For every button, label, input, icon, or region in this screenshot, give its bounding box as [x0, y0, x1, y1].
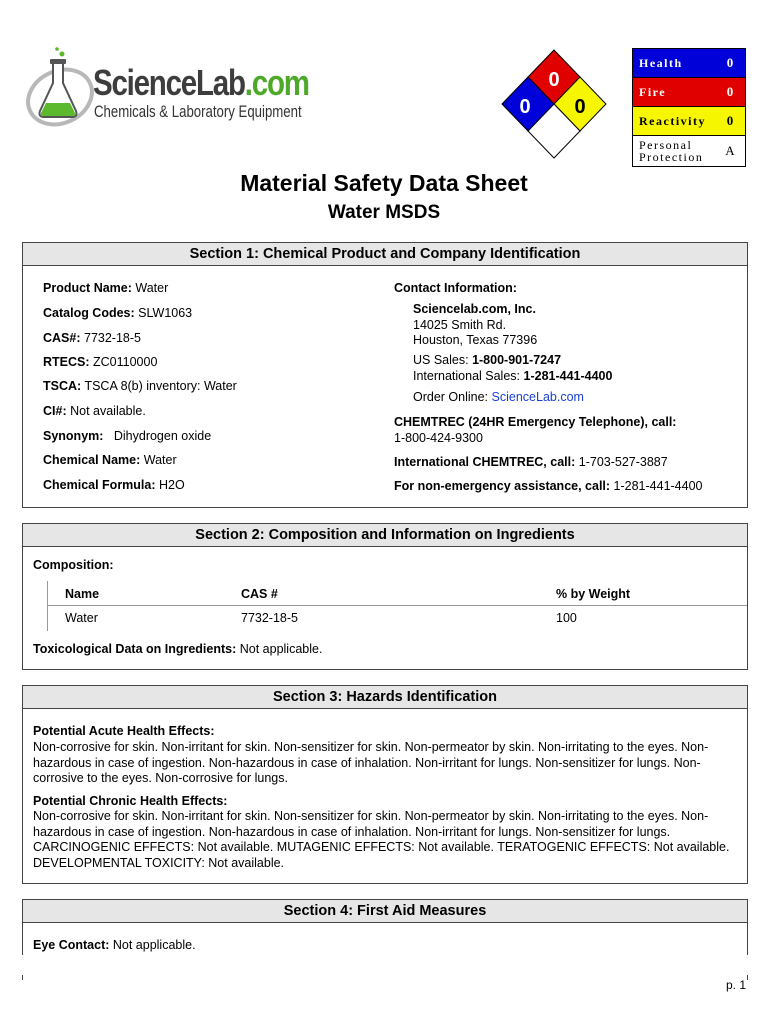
catalog-codes-field: Catalog Codes: SLW1063	[43, 306, 193, 320]
page-cut-mask	[0, 955, 768, 975]
tsca-field: TSCA: TSCA 8(b) inventory: Water	[43, 379, 237, 393]
hmis-rating-table	[632, 48, 746, 167]
rtecs-field: RTECS: ZC0110000	[43, 355, 158, 369]
document-title: Material Safety Data Sheet	[240, 170, 528, 196]
column-header-name: Name	[65, 587, 100, 601]
hmis-health-label: Health	[639, 55, 683, 70]
us-sales-line: US Sales: 1-800-901-7247	[413, 353, 562, 367]
section-3-hazards	[22, 685, 748, 884]
nfpa-flammability-value: 0	[548, 69, 560, 91]
composition-label: Composition:	[33, 558, 114, 572]
ci-number-field: CI#: Not available.	[43, 404, 146, 418]
product-name-field: Product Name: Water	[43, 281, 169, 295]
cell-weight: 100	[556, 611, 577, 625]
acute-effects-label: Potential Acute Health Effects:	[33, 724, 215, 738]
hmis-personal-protection-value: A	[725, 143, 735, 158]
logo-tagline: Chemicals & Laboratory Equipment	[94, 103, 302, 121]
nfpa-reactivity-value: 0	[574, 96, 586, 118]
order-online-line: Order Online: ScienceLab.com	[413, 390, 584, 404]
hmis-health-row	[633, 49, 745, 78]
logo-wordmark: ScienceLab.com	[93, 62, 309, 103]
sciencelab-link[interactable]: ScienceLab.com	[491, 390, 584, 404]
contact-information-label: Contact Information:	[394, 281, 517, 295]
eye-contact-line: Eye Contact: Not applicable.	[33, 938, 196, 952]
non-emergency-line: For non-emergency assistance, call: 1-281-441-4400	[394, 479, 703, 493]
table-row	[47, 606, 747, 630]
international-chemtrec-line: International CHEMTREC, call: 1-703-527-3887	[394, 455, 668, 469]
cell-name: Water	[65, 611, 98, 625]
toxicological-data-line: Toxicological Data on Ingredients: Not applicable.	[33, 642, 323, 656]
chemtrec-label: CHEMTREC (24HR Emergency Telephone), call:	[394, 415, 677, 429]
acute-effects-text: Non-corrosive for skin. Non-irritant for skin. Non-sensitizer for skin. Non-permeator by skin. Non-irritating to the eyes. Non-hazardous in case of ingestion. Non-hazardous in case of inhalation. Non-irritant for lungs. Non-sensitizer for lungs. Non-corrosive to the eyes. Non-corrosive for lungs.	[33, 740, 709, 785]
hmis-fire-row	[633, 78, 745, 107]
section-1-identification	[22, 242, 748, 508]
section-4-heading: Section 4: First Aid Measures	[23, 900, 747, 923]
cas-number-field: CAS#: 7732-18-5	[43, 331, 141, 345]
hmis-fire-label: Fire	[639, 84, 667, 99]
section-1-heading: Section 1: Chemical Product and Company Identification	[23, 243, 747, 266]
hmis-health-value: 0	[726, 55, 734, 70]
hmis-fire-value: 0	[726, 84, 734, 99]
section-2-heading: Section 2: Composition and Information on Ingredients	[23, 524, 747, 547]
chemtrec-phone: 1-800-424-9300	[394, 431, 483, 445]
international-sales-line: International Sales: 1-281-441-4400	[413, 369, 613, 383]
chronic-effects-text: Non-corrosive for skin. Non-irritant for skin. Non-sensitizer for skin. Non-permeator by skin. Non-irritating to the eyes. Non-hazardous in case of ingestion. Non-hazardous in case of inhalation. Non-irritant for lungs. Non-sensitizer for lungs. CARCINOGENIC EFFECTS: Not available. MUTAGENIC EFFECTS: Not available. TERATOGENIC EFFECTS: Not available. DEVELOPMENTAL TOXICITY: Not available.	[33, 809, 730, 870]
column-header-cas: CAS #	[241, 587, 278, 601]
hmis-reactivity-value: 0	[726, 113, 734, 128]
hmis-reactivity-label: Reactivity	[639, 113, 706, 128]
address-line-1: 14025 Smith Rd.	[413, 318, 507, 332]
document-subtitle: Water MSDS	[327, 202, 441, 223]
section-3-heading: Section 3: Hazards Identification	[23, 686, 747, 709]
company-name: Sciencelab.com, Inc.	[413, 302, 536, 316]
address-line-2: Houston, Texas 77396	[413, 333, 538, 347]
hmis-personal-protection-row	[633, 136, 745, 166]
column-header-weight: % by Weight	[556, 587, 631, 601]
chemical-name-field: Chemical Name: Water	[43, 453, 177, 467]
nfpa-health-value: 0	[519, 96, 531, 118]
section-2-composition	[22, 523, 748, 670]
hmis-personal-protection-label: Personal Protection	[639, 138, 704, 164]
hmis-reactivity-row	[633, 107, 745, 136]
chemical-formula-field: Chemical Formula: H2O	[43, 478, 185, 492]
cell-cas: 7732-18-5	[241, 611, 298, 625]
page-number: p. 1	[725, 978, 746, 992]
nfpa-diamond	[498, 48, 610, 164]
synonym-field: Synonym: Dihydrogen oxide	[43, 429, 212, 443]
chronic-effects-label: Potential Chronic Health Effects:	[33, 794, 228, 808]
composition-table-header	[47, 581, 747, 606]
